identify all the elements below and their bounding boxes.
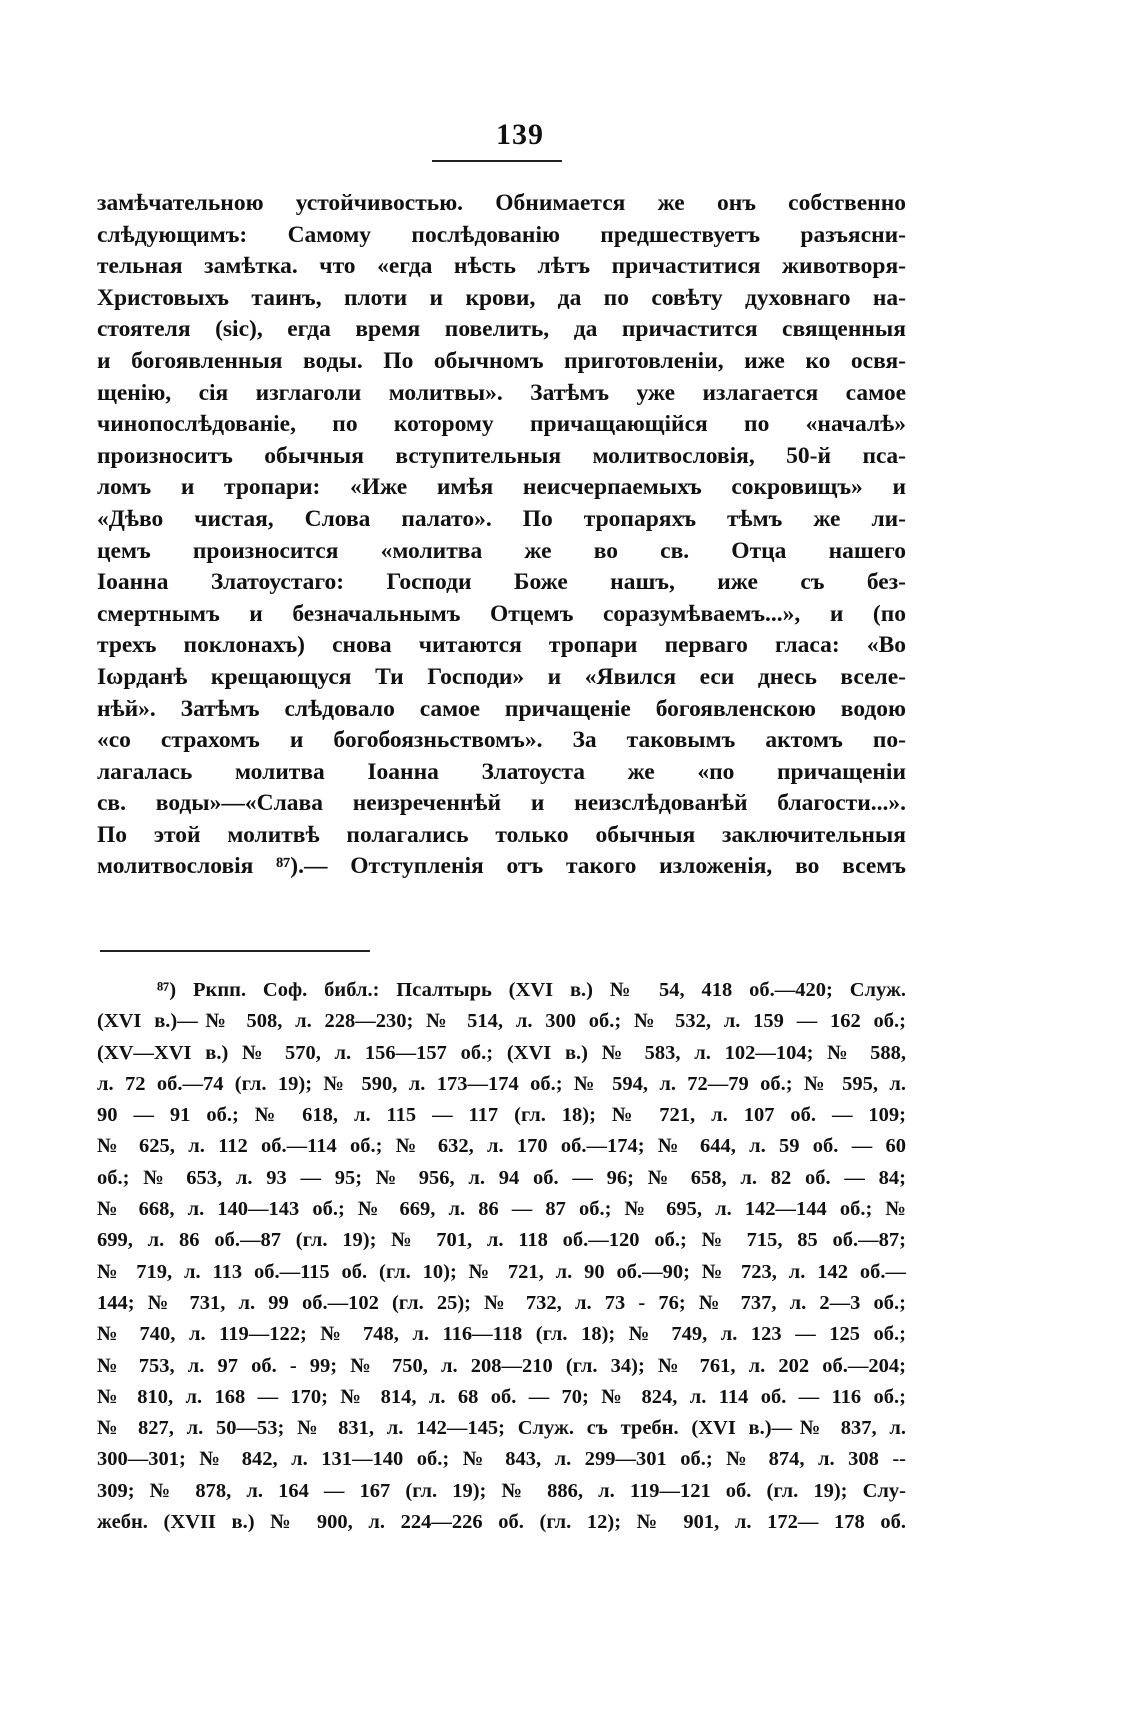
body-line: и богоявленныя воды. По обычномъ приготовленіи, иже ко освя- <box>97 347 906 374</box>
main-text <box>97 188 906 883</box>
footnote-line: № 625, л. 112 об.—114 об.; № 632, л. 170 об.—174; № 644, л. 59 об. — 60 <box>97 1135 906 1158</box>
footnote-line: л. 72 об.—74 (гл. 19); № 590, л. 173—174 об.; № 594, л. 72—79 об.; № 595, л. <box>97 1072 906 1095</box>
footnote-line: 144; № 731, л. 99 об.—102 (гл. 25); № 732, л. 73 - 76; № 737, л. 2—3 об.; <box>97 1291 906 1314</box>
body-line: Христовыхъ таинъ, плоти и крови, да по совѣту духовнаго на- <box>97 284 906 311</box>
body-line: стоятеля (sic), егда время повелить, да причастится священныя <box>97 316 906 343</box>
body-line: нѣй». Затѣмъ слѣдовало самое причащеніе богоявленскою водою <box>97 695 906 722</box>
body-line: Іоанна Златоустаго: Господи Боже нашъ, иже съ без- <box>97 569 906 596</box>
footnotes <box>97 975 906 1538</box>
body-line: замѣчательною устойчивостью. Обнимается же онъ собственно <box>97 190 906 216</box>
body-line: произноситъ обычныя вступительныя молитвословія, 50-й псa- <box>97 442 906 469</box>
body-line: По этой молитвѣ полагались только обычныя заключительныя <box>97 821 906 848</box>
footnote-line: ⁸⁷) Ркпп. Соф. библ.: Псалтырь (XVI в.) № 54, 418 об.—420; Служ. <box>157 979 906 1001</box>
footnote-line: (XVI в.)—№ 508, л. 228—230; № 514, л. 300 об.; № 532, л. 159 — 162 об.; <box>97 1010 906 1033</box>
page-number-underline <box>432 160 562 162</box>
footnote-line: 300—301; № 842, л. 131—140 об.; № 843, л. 299—301 об.; № 874, л. 308 -- <box>97 1448 906 1471</box>
body-line: св. воды»—«Слава неизреченнѣй и неизслѣдованѣй благости...». <box>97 790 906 817</box>
body-line: Іωрданѣ крещающуся Ти Господи» и «Явился еси днесь вселе- <box>97 663 906 690</box>
footnote-line: 309; № 878, л. 164 — 167 (гл. 19); № 886, л. 119—121 об. (гл. 19); Слу- <box>97 1479 906 1502</box>
body-line: «Дѣво чистая, Слова палато». По тропаряхъ тѣмъ же ли- <box>97 505 906 532</box>
body-line: смертнымъ и безначальнымъ Отцемъ соразумѣваемъ...», и (по <box>97 600 906 627</box>
body-line: чинопослѣдованіе, по которому причащающійся по «началѣ» <box>97 411 906 438</box>
footnote-line: (XV—XVI в.) № 570, л. 156—157 об.; (XVI в.) № 583, л. 102—104; № 588, <box>97 1041 906 1064</box>
footnote-line: № 753, л. 97 об. - 99; № 750, л. 208—210 (гл. 34); № 761, л. 202 об.—204; <box>97 1354 906 1377</box>
body-line: цемъ произносится «молитва же во св. Отца нашего <box>97 537 906 564</box>
footnote-line: № 740, л. 119—122; № 748, л. 116—118 (гл. 18); № 749, л. 123 — 125 об.; <box>97 1323 906 1346</box>
body-line: щенію, сія изглаголи молитвы». Затѣмъ уже излагается самое <box>97 379 906 406</box>
footnote-separator <box>100 950 370 952</box>
body-line: «со страхомъ и богобоязньствомъ». За таковымъ актомъ по- <box>97 727 906 754</box>
body-line: слѣдующимъ: Самому послѣдованію предшествуетъ разъясни- <box>97 221 906 248</box>
body-line: тельная замѣтка. что «егда нѣсть лѣтъ причаститися животворя- <box>97 253 906 280</box>
footnote-line: № 719, л. 113 об.—115 об. (гл. 10); № 721, л. 90 об.—90; № 723, л. 142 об.— <box>97 1260 906 1283</box>
footnote-line: № 810, л. 168 — 170; № 814, л. 68 об. — 70; № 824, л. 114 об. — 116 об.; <box>97 1385 906 1408</box>
body-line: ломъ и тропари: «Иже имѣя неисчерпаемыхъ сокровищъ» и <box>97 474 906 501</box>
body-line: молитвословія ⁸⁷).— Отступленія отъ такого изложенія, во всемъ <box>97 853 906 880</box>
footnote-line: жебн. (XVII в.) № 900, л. 224—226 об. (гл. 12); № 901, л. 172— 178 об. <box>97 1511 906 1534</box>
footnote-line: № 827, л. 50—53; № 831, л. 142—145; Служ. съ требн. (XVI в.)—№ 837, л. <box>97 1417 906 1440</box>
body-line: трехъ поклонахъ) снова читаются тропари перваго гласа: «Во <box>97 632 906 659</box>
footnote-line: об.; № 653, л. 93 — 95; № 956, л. 94 об. — 96; № 658, л. 82 об. — 84; <box>97 1166 906 1189</box>
page-number: 139 <box>496 118 544 151</box>
footnote-line: 699, л. 86 об.—87 (гл. 19); № 701, л. 118 об.—120 об.; № 715, 85 об.—87; <box>97 1229 906 1252</box>
body-line: лагалась молитва Іоанна Златоуста же «по причащеніи <box>97 758 906 785</box>
footnote-line: 90 — 91 об.; № 618, л. 115 — 117 (гл. 18); № 721, л. 107 об. — 109; <box>97 1104 906 1127</box>
footnote-line: № 668, л. 140—143 об.; № 669, л. 86 — 87 об.; № 695, л. 142—144 об.; № <box>97 1198 906 1221</box>
